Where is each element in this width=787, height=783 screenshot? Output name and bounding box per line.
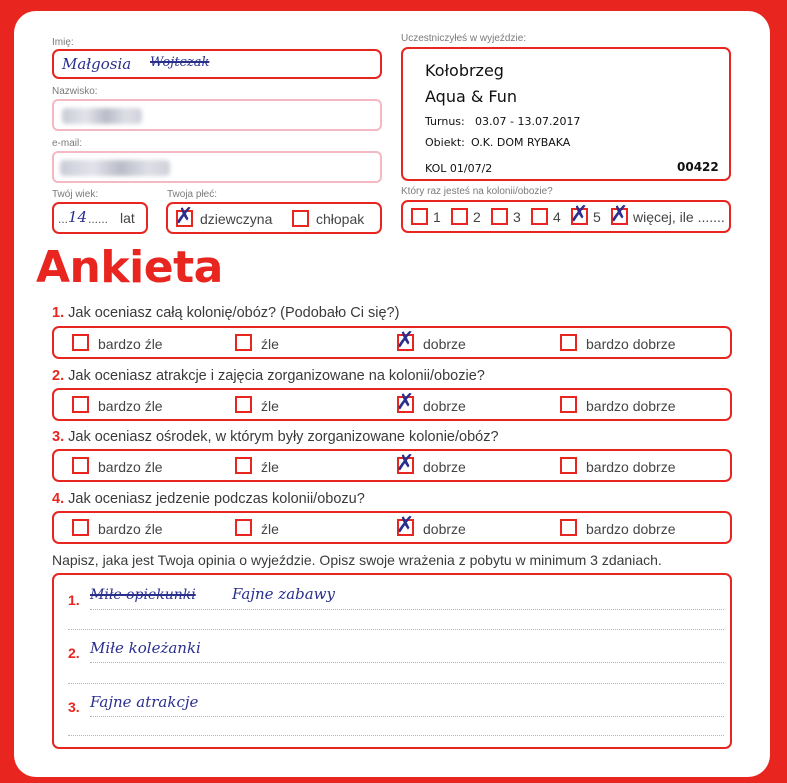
times-2-label: 2	[473, 209, 481, 225]
q3-dobrze-checkbox[interactable]	[396, 451, 415, 476]
q2-bardzo-zle-checkbox[interactable]	[72, 396, 89, 413]
first-name-field[interactable]	[52, 49, 382, 79]
times-3-label: 3	[513, 209, 521, 225]
first-name-struck-value: Wojtczak	[150, 55, 210, 70]
question-number: 1.	[52, 305, 65, 321]
survey-title: Ankieta	[36, 242, 223, 293]
email-field[interactable]	[52, 151, 382, 183]
last-name-label: Nazwisko:	[52, 86, 98, 97]
opinion-line	[68, 629, 724, 630]
question-number: 2.	[52, 368, 65, 384]
times-5-label: 5	[593, 209, 601, 225]
times-1-label: 1	[433, 209, 441, 225]
check-mark-icon: ✗	[610, 202, 629, 227]
question-3	[52, 429, 499, 445]
times-3-checkbox[interactable]	[491, 208, 508, 225]
age-unit: lat	[120, 210, 135, 226]
last-name-redacted	[62, 108, 142, 124]
q2-bardzo-dobrze-checkbox[interactable]	[560, 396, 577, 413]
opinion-3-text: Fajne atrakcje	[90, 693, 199, 711]
times-4-label: 4	[553, 209, 561, 225]
trip-city: Kołobrzeg	[425, 61, 504, 80]
check-mark-icon: ✗	[396, 390, 415, 415]
age-dots-right: ......	[88, 212, 109, 226]
first-name-label: Imię:	[52, 37, 74, 48]
q3-zle-checkbox[interactable]	[235, 457, 252, 474]
obiekt-value: O.K. DOM RYBAKA	[471, 136, 571, 149]
times-1-checkbox[interactable]	[411, 208, 428, 225]
question-2	[52, 368, 485, 384]
q1-zle-checkbox[interactable]	[235, 334, 252, 351]
check-mark-icon: ✗	[396, 451, 415, 476]
opinion-1-number: 1.	[68, 592, 80, 608]
last-name-field[interactable]	[52, 99, 382, 131]
check-mark-icon: ✗	[396, 328, 415, 353]
gender-male-checkbox[interactable]	[292, 210, 309, 227]
question-1	[52, 305, 399, 321]
q4-zle-checkbox[interactable]	[235, 519, 252, 536]
question-4-answers	[52, 511, 732, 544]
q3-dobrze-label: dobrze	[423, 459, 466, 475]
question-4	[52, 491, 365, 507]
age-field[interactable]	[52, 202, 148, 234]
q2-dobrze-label: dobrze	[423, 398, 466, 414]
q2-dobrze-checkbox[interactable]	[396, 390, 415, 415]
q1-bardzo-dobrze-label: bardzo dobrze	[586, 336, 676, 352]
opinion-line	[90, 609, 724, 610]
opinion-line	[90, 662, 724, 663]
age-label: Twój wiek:	[52, 189, 99, 200]
trip-number: 00422	[677, 160, 719, 174]
check-mark-icon: ✗	[175, 204, 194, 229]
trip-code: KOL 01/07/2	[425, 162, 493, 175]
q3-zle-label: źle	[261, 459, 279, 475]
email-label: e-mail:	[52, 138, 83, 149]
question-text: Jak oceniasz ośrodek, w którym były zorganizowane kolonie/obóz?	[68, 429, 499, 445]
times-2-checkbox[interactable]	[451, 208, 468, 225]
q4-bardzo-dobrze-label: bardzo dobrze	[586, 521, 676, 537]
question-text: Jak oceniasz jedzenie podczas kolonii/obozu?	[68, 491, 365, 507]
age-dots-left: ...	[58, 212, 69, 226]
question-3-answers	[52, 449, 732, 482]
q1-bardzo-dobrze-checkbox[interactable]	[560, 334, 577, 351]
q1-dobrze-label: dobrze	[423, 336, 466, 352]
turnus-label: Turnus:	[425, 115, 465, 128]
question-number: 4.	[52, 491, 65, 507]
times-more-label: więcej, ile .......	[633, 209, 725, 225]
q1-bardzo-zle-label: bardzo źle	[98, 336, 163, 352]
opinion-3-number: 3.	[68, 699, 80, 715]
email-redacted	[60, 160, 170, 176]
times-5-checkbox[interactable]	[570, 202, 589, 227]
opinion-line	[68, 735, 724, 736]
question-text: Jak oceniasz atrakcje i zajęcia zorganizowane na kolonii/obozie?	[68, 368, 485, 384]
q1-dobrze-checkbox[interactable]	[396, 328, 415, 353]
times-field	[401, 200, 731, 233]
opinion-2-number: 2.	[68, 645, 80, 661]
first-name-value: Małgosia	[62, 55, 132, 73]
trip-label: Uczestniczyłeś w wyjeździe:	[401, 33, 527, 44]
opinion-2-text: Miłe koleżanki	[90, 639, 201, 657]
question-1-answers	[52, 326, 732, 359]
times-4-checkbox[interactable]	[531, 208, 548, 225]
times-more-checkbox[interactable]	[610, 202, 629, 227]
q3-bardzo-dobrze-label: bardzo dobrze	[586, 459, 676, 475]
check-mark-icon: ✗	[396, 513, 415, 538]
gender-male-label: chłopak	[316, 211, 365, 227]
q4-bardzo-zle-label: bardzo źle	[98, 521, 163, 537]
question-text: Jak oceniasz całą kolonię/obóz? (Podobało Ci się?)	[68, 305, 400, 321]
opinion-box[interactable]	[52, 573, 732, 749]
q1-zle-label: źle	[261, 336, 279, 352]
opinion-prompt: Napisz, jaka jest Twoja opinia o wyjeździe. Opisz swoje wrażenia z pobytu w minimum 3 zdaniach.	[52, 552, 662, 568]
q2-bardzo-zle-label: bardzo źle	[98, 398, 163, 414]
q4-dobrze-checkbox[interactable]	[396, 513, 415, 538]
gender-female-checkbox[interactable]	[175, 204, 194, 229]
q3-bardzo-zle-checkbox[interactable]	[72, 457, 89, 474]
obiekt-label: Obiekt:	[425, 136, 465, 149]
opinion-1-struck: Miłe opiekunki	[90, 587, 196, 603]
q3-bardzo-zle-label: bardzo źle	[98, 459, 163, 475]
check-mark-icon: ✗	[570, 202, 589, 227]
q2-zle-checkbox[interactable]	[235, 396, 252, 413]
question-number: 3.	[52, 429, 65, 445]
gender-field	[166, 202, 382, 234]
gender-label: Twoja płeć:	[167, 189, 218, 200]
opinion-line	[68, 683, 724, 684]
q4-bardzo-dobrze-checkbox[interactable]	[560, 519, 577, 536]
trip-program: Aqua & Fun	[425, 87, 518, 106]
q4-dobrze-label: dobrze	[423, 521, 466, 537]
q4-bardzo-zle-checkbox[interactable]	[72, 519, 89, 536]
q2-bardzo-dobrze-label: bardzo dobrze	[586, 398, 676, 414]
q2-zle-label: źle	[261, 398, 279, 414]
trip-box	[401, 47, 731, 181]
question-2-answers	[52, 388, 732, 421]
times-label: Który raz jesteś na kolonii/obozie?	[401, 186, 553, 197]
opinion-1-text: Fajne zabawy	[232, 585, 335, 603]
q1-bardzo-zle-checkbox[interactable]	[72, 334, 89, 351]
age-value: 14	[68, 208, 88, 226]
q3-bardzo-dobrze-checkbox[interactable]	[560, 457, 577, 474]
opinion-line	[90, 716, 724, 717]
gender-female-label: dziewczyna	[200, 211, 273, 227]
turnus-value: 03.07 - 13.07.2017	[475, 115, 581, 128]
q4-zle-label: źle	[261, 521, 279, 537]
